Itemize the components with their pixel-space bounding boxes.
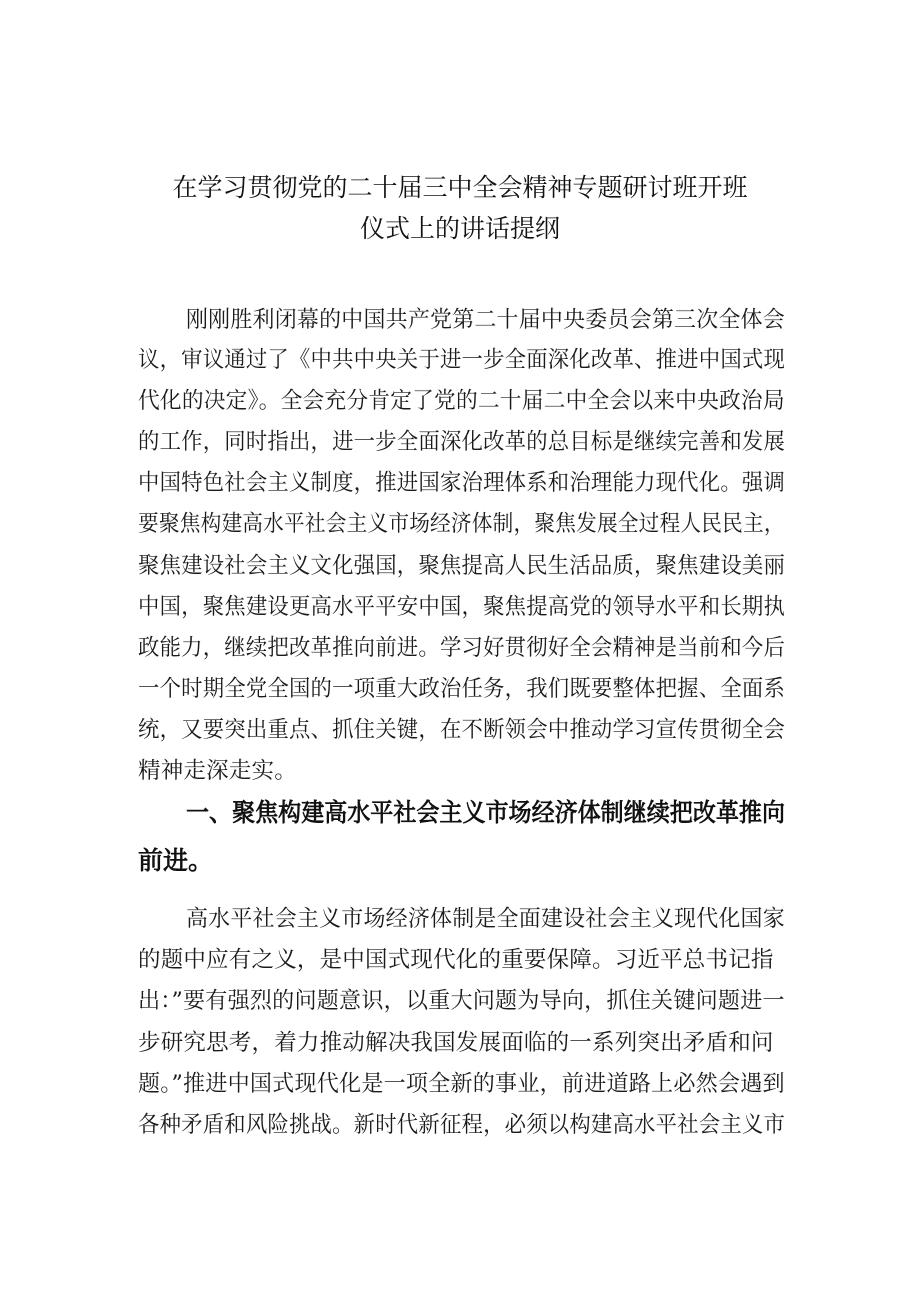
paragraph-line: 中国特色社会主义制度，推进国家治理体系和治理能力现代化。强调 xyxy=(138,470,786,496)
paragraph-line: 刚刚胜利闭幕的中国共产党第二十届中央委员会第三次全体会 xyxy=(186,307,785,333)
paragraph-line: 步研究思考，着力推动解决我国发展面临的一系列突出矛盾和问 xyxy=(138,1030,774,1056)
paragraph-line: 政能力，继续把改革推向前进。学习好贯彻好全会精神是当前和今后 xyxy=(138,635,786,661)
document-title-line-2: 仪式上的讲话提纲 xyxy=(359,214,560,243)
paragraph-line: 议，审议通过了《中共中央关于进一步全面深化改革、推进中国式现 xyxy=(138,347,786,373)
paragraph-line: 题。”推进中国式现代化是一项全新的事业，前进道路上必然会遇到 xyxy=(138,1071,785,1097)
paragraph-line: 中国，聚焦建设更高水平平安中国，聚焦提高党的领导水平和长期执 xyxy=(138,594,786,620)
paragraph-line: 各种矛盾和风险挑战。新时代新征程，必须以构建高水平社会主义市 xyxy=(138,1112,786,1138)
paragraph-line: 出：”要有强烈的问题意识，以重大问题为导向，抓住关键问题进一 xyxy=(138,988,785,1014)
paragraph-line: 代化的决定》。全会充分肯定了党的二十届二中全会以来中央政治局 xyxy=(138,388,785,414)
document-title-line-1: 在学习贯彻党的二十届三中全会精神专题研讨班开班 xyxy=(172,173,748,202)
section-heading-line: 一、聚焦构建高水平社会主义市场经济体制继续把改革推向 xyxy=(186,798,785,827)
paragraph-line: 的工作，同时指出，进一步全面深化改革的总目标是继续完善和发展 xyxy=(138,429,786,455)
paragraph-line: 精神走深走实。 xyxy=(138,758,297,784)
paragraph-line: 高水平社会主义市场经济体制是全面建设社会主义现代化国家 xyxy=(186,906,785,932)
paragraph-line: 要聚焦构建高水平社会主义市场经济体制，聚焦发展全过程人民民主， xyxy=(138,511,785,537)
section-heading-line: 前进。 xyxy=(138,846,214,875)
paragraph-line: 统，又要突出重点、抓住关键，在不断领会中推动学习宣传贯彻全会 xyxy=(138,717,786,743)
paragraph-line: 聚焦建设社会主义文化强国，聚焦提高人民生活品质，聚焦建设美丽 xyxy=(138,553,786,579)
paragraph-line: 一个时期全党全国的一项重大政治任务，我们既要整体把握、全面系 xyxy=(138,676,786,702)
paragraph-line: 的题中应有之义，是中国式现代化的重要保障。习近平总书记指 xyxy=(138,947,774,973)
